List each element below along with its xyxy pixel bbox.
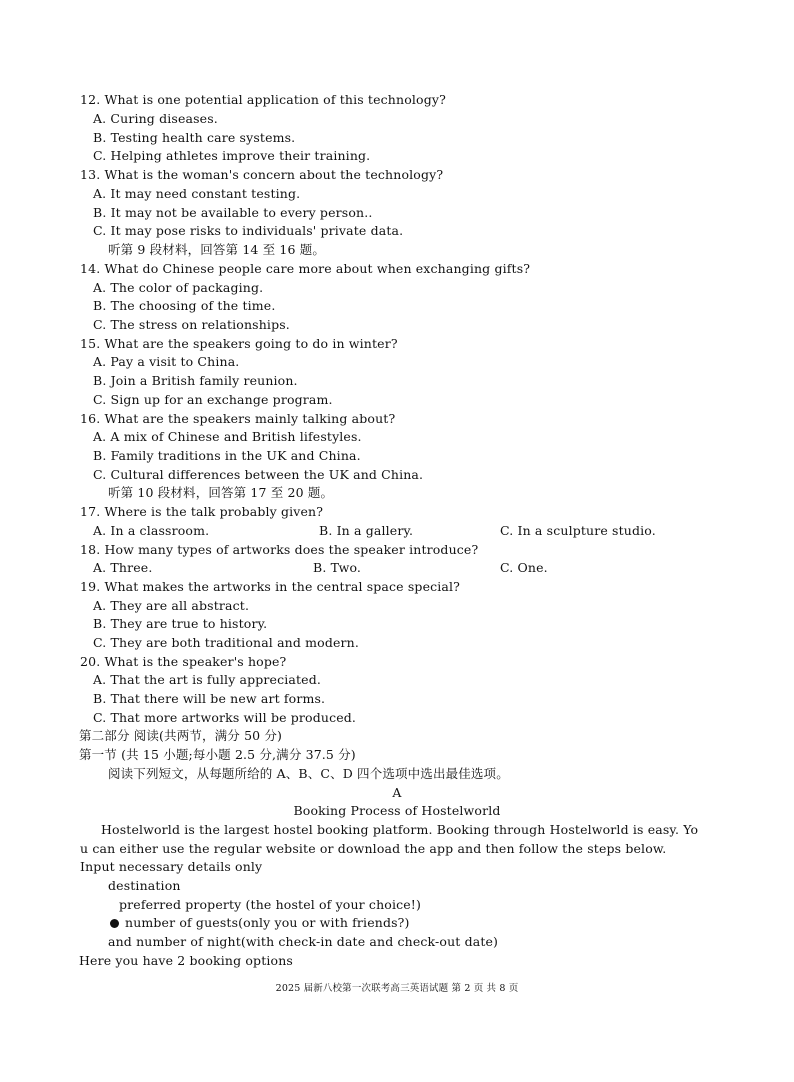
- passage-paragraph-line-1: Hostelworld is the largest hostel booking platform. Booking through Hostelworld is easy. Yo: [101, 822, 699, 837]
- detail-number-of-guests-text: number of guests(only you or with friends?): [125, 915, 410, 930]
- page-footer: 2025 届新八校第一次联考高三英语试题 第 2 页 共 8 页: [275, 983, 519, 994]
- part-two-heading: 第二部分 阅读(共两节，满分 50 分): [79, 728, 283, 743]
- question-14-stem: 14. What do Chinese people care more about when exchanging gifts?: [80, 261, 531, 276]
- passage-paragraph-line-2: u can either use the regular website or download the app and then follow the steps below.: [80, 841, 667, 856]
- detail-destination: destination: [108, 878, 181, 893]
- question-19-option-a: A. They are all abstract.: [93, 598, 250, 613]
- question-18-option-c: C. One.: [500, 560, 548, 575]
- question-20-option-b: B. That there will be new art forms.: [93, 691, 326, 706]
- question-17-option-a: A. In a classroom.: [93, 523, 210, 538]
- question-20-stem: 20. What is the speaker's hope?: [80, 654, 287, 669]
- input-details-heading: Input necessary details only: [80, 859, 263, 874]
- question-12-option-b: B. Testing health care systems.: [93, 130, 296, 145]
- reading-instruction: 阅读下列短文，从每题所给的 A、B、C、D 四个选项中选出最佳选项。: [108, 766, 509, 781]
- question-13-stem: 13. What is the woman's concern about the technology?: [80, 167, 444, 182]
- question-16-option-c: C. Cultural differences between the UK and China.: [93, 467, 424, 482]
- question-19-option-b: B. They are true to history.: [93, 616, 268, 631]
- passage-title: Booking Process of Hostelworld: [293, 803, 501, 818]
- passage-label: A: [392, 785, 402, 800]
- question-12-option-a: A. Curing diseases.: [93, 111, 218, 126]
- question-13-option-c: C. It may pose risks to individuals' private data.: [93, 223, 404, 238]
- detail-number-of-night: and number of night(with check-in date and check-out date): [108, 934, 499, 949]
- question-15-option-a: A. Pay a visit to China.: [93, 354, 240, 369]
- detail-number-of-guests: [110, 914, 410, 932]
- question-13-option-a: A. It may need constant testing.: [93, 186, 301, 201]
- booking-options-line: Here you have 2 booking options: [79, 953, 293, 968]
- question-15-stem: 15. What are the speakers going to do in winter?: [80, 336, 398, 351]
- detail-preferred-property: preferred property (the hostel of your choice!): [119, 897, 421, 912]
- listening-note-10: 听第 10 段材料，回答第 17 至 20 题。: [108, 485, 334, 500]
- question-20-option-c: C. That more artworks will be produced.: [93, 710, 357, 725]
- question-17-stem: 17. Where is the talk probably given?: [80, 504, 324, 519]
- question-16-option-b: B. Family traditions in the UK and China.: [93, 448, 361, 463]
- question-17-option-c: C. In a sculpture studio.: [500, 523, 656, 538]
- question-14-option-b: B. The choosing of the time.: [93, 298, 276, 313]
- question-15-option-b: B. Join a British family reunion.: [93, 373, 298, 388]
- question-16-stem: 16. What are the speakers mainly talking about?: [80, 411, 396, 426]
- bullet-icon: [110, 919, 119, 928]
- question-12-stem: 12. What is one potential application of this technology?: [80, 92, 446, 107]
- question-20-option-a: A. That the art is fully appreciated.: [93, 672, 321, 687]
- question-19-option-c: C. They are both traditional and modern.: [93, 635, 359, 650]
- question-13-option-b: B. It may not be available to every person..: [93, 205, 373, 220]
- question-14-option-c: C. The stress on relationships.: [93, 317, 290, 332]
- question-18-option-a: A. Three.: [93, 560, 153, 575]
- question-19-stem: 19. What makes the artworks in the central space special?: [80, 579, 461, 594]
- question-16-option-a: A. A mix of Chinese and British lifestyles.: [93, 429, 362, 444]
- section-one-heading: 第一节 (共 15 小题;每小题 2.5 分,满分 37.5 分): [79, 747, 356, 762]
- question-15-option-c: C. Sign up for an exchange program.: [93, 392, 333, 407]
- question-17-option-b: B. In a gallery.: [319, 523, 414, 538]
- question-18-stem: 18. How many types of artworks does the speaker introduce?: [80, 542, 479, 557]
- question-12-option-c: C. Helping athletes improve their training.: [93, 148, 371, 163]
- question-14-option-a: A. The color of packaging.: [93, 280, 264, 295]
- question-18-option-b: B. Two.: [313, 560, 362, 575]
- listening-note-9: 听第 9 段材料，回答第 14 至 16 题。: [108, 242, 326, 257]
